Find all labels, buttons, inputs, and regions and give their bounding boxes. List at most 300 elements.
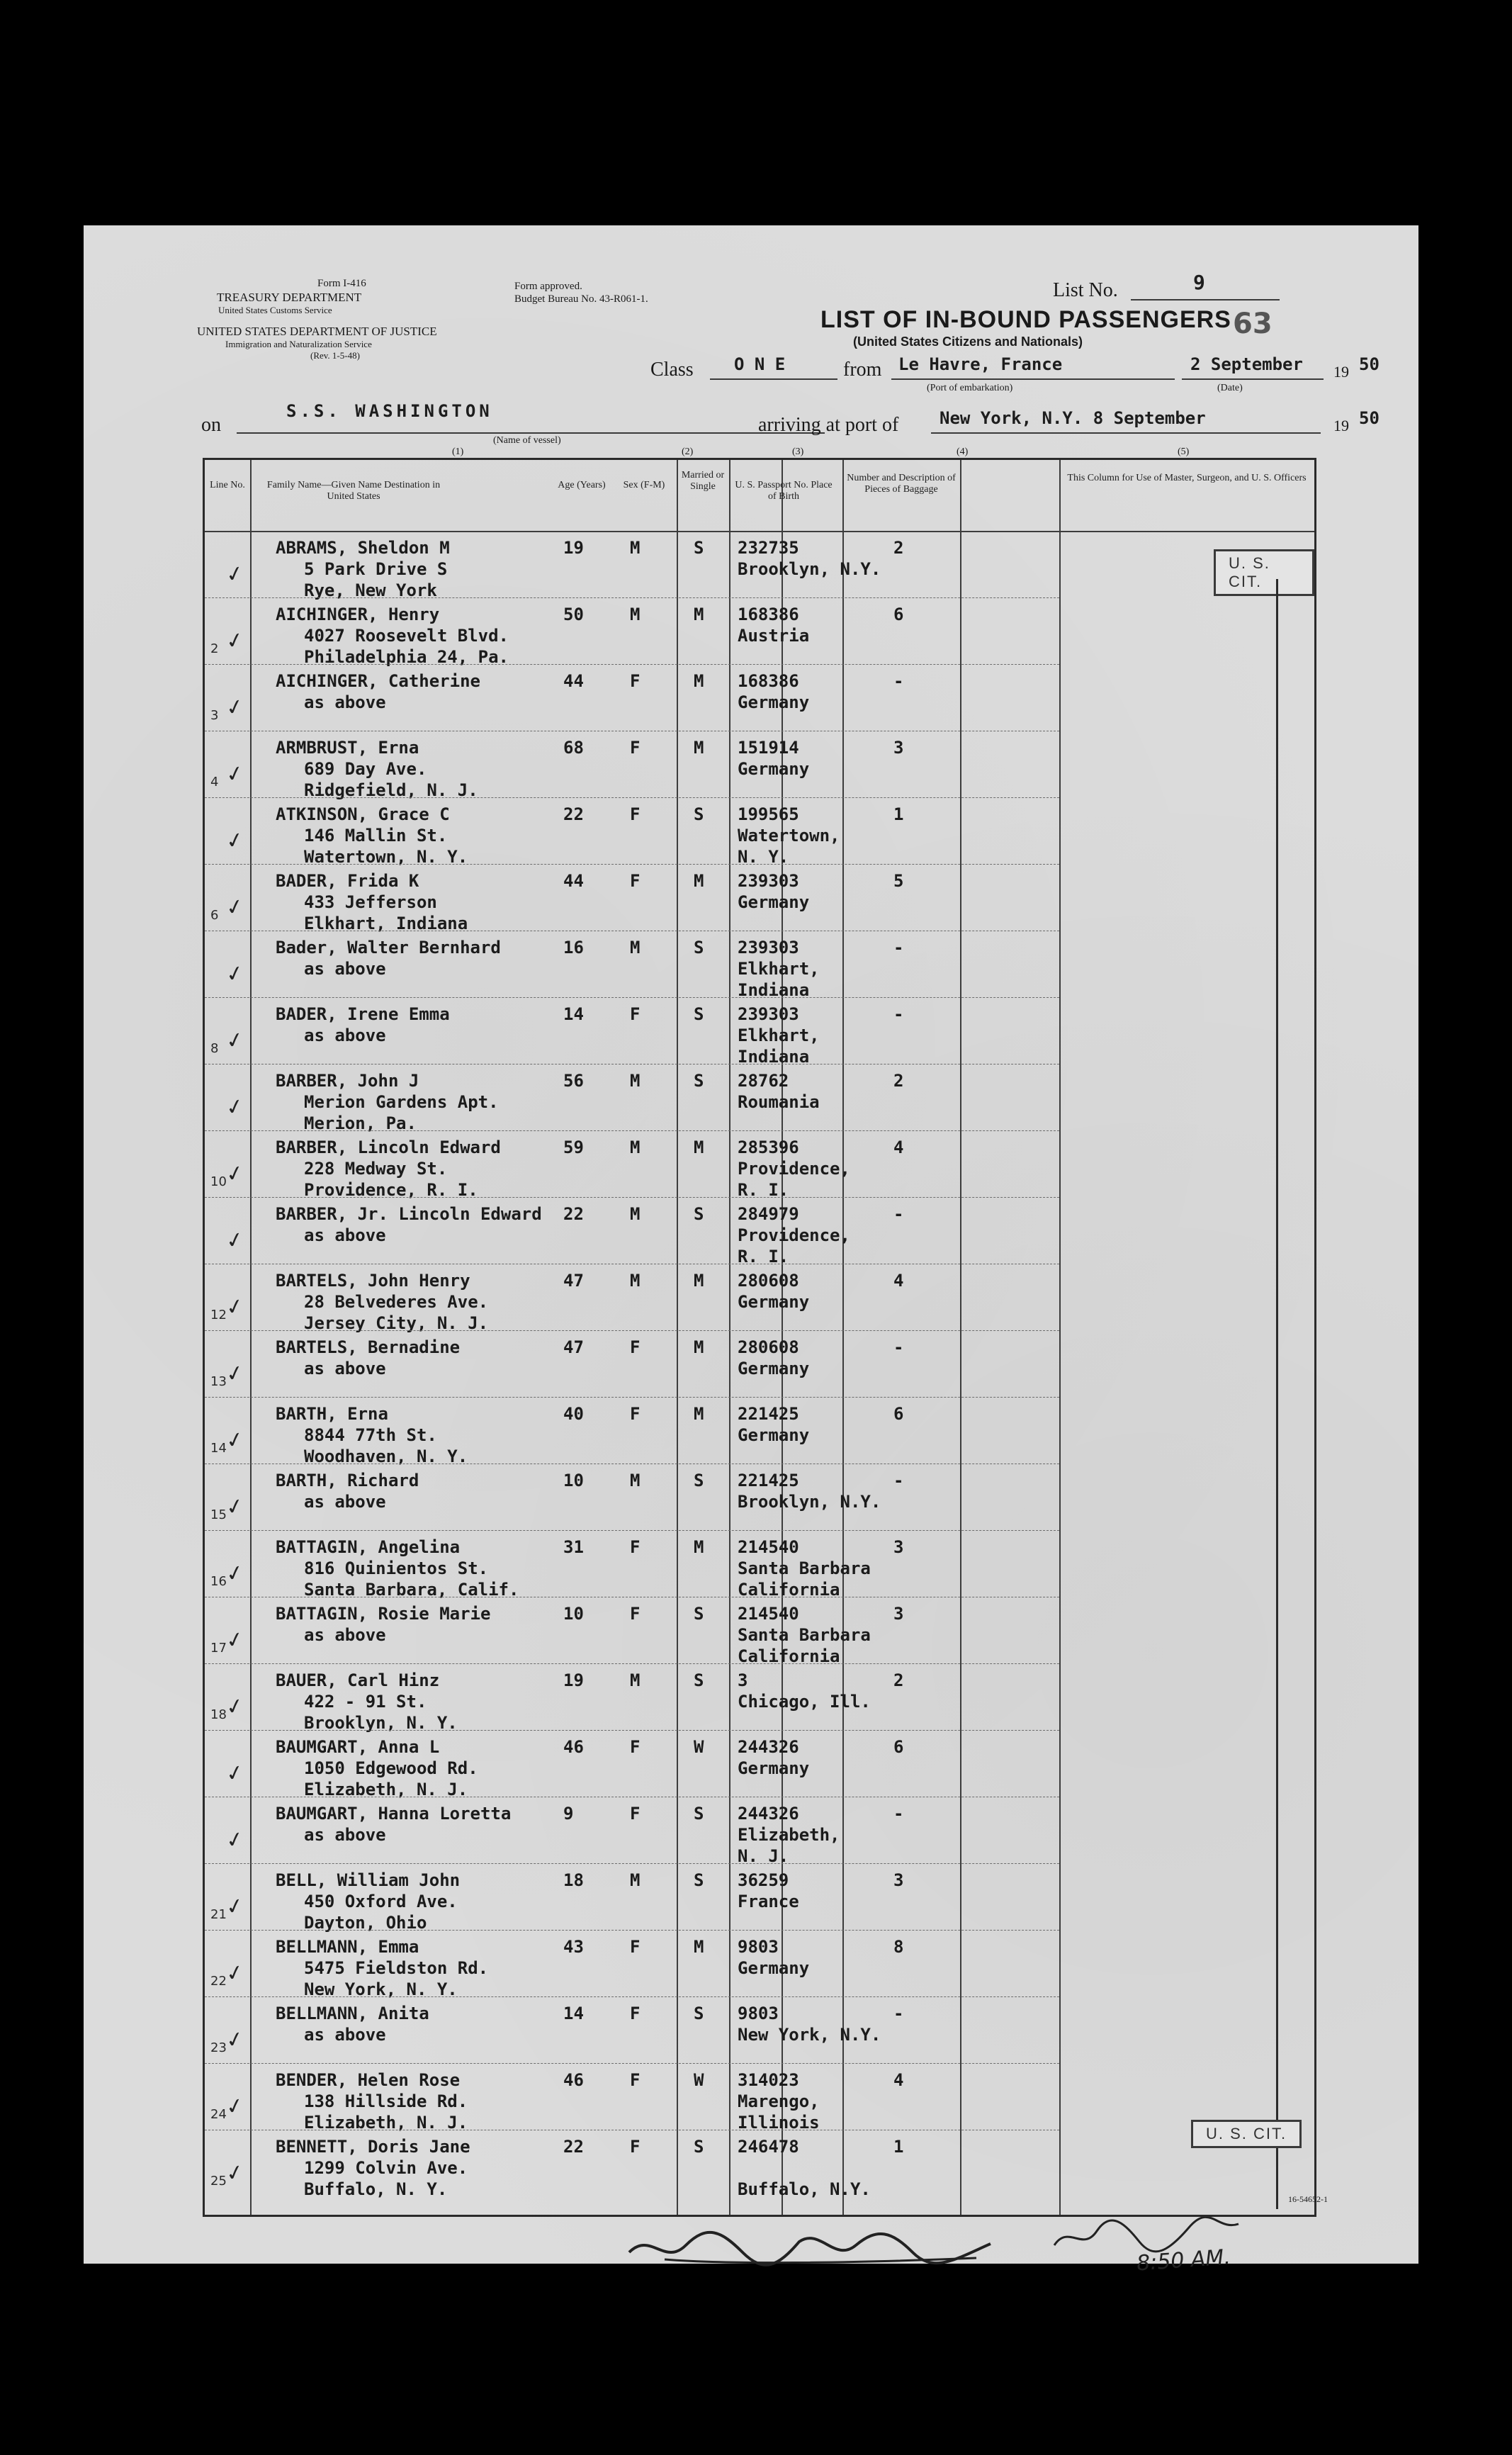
row-age: 19 — [563, 538, 584, 558]
form-number: Form I-416 — [317, 278, 366, 289]
row-name: AICHINGER, Henry — [276, 605, 440, 624]
row-addr1: 689 Day Ave. — [304, 759, 427, 779]
row-pob1: Providence, — [738, 1159, 850, 1179]
col-header-name: Family Name—Given Name Destination in United States — [266, 480, 441, 502]
row-passport: 151914 — [738, 738, 799, 758]
check-mark-icon: ✓ — [223, 1426, 247, 1455]
customs-service: United States Customs Service — [218, 305, 332, 315]
col-caption-2: (2) — [682, 446, 694, 457]
check-mark-icon: ✓ — [223, 1559, 247, 1588]
row-sex: F — [630, 2137, 641, 2157]
row-age: 46 — [563, 1737, 584, 1757]
date-caption: (Date) — [1217, 383, 1243, 393]
row-name: ABRAMS, Sheldon M — [276, 538, 450, 558]
row-name: BARTELS, John Henry — [276, 1271, 470, 1291]
check-mark-icon: ✓ — [223, 1359, 247, 1388]
row-ms: W — [694, 1737, 704, 1757]
row-ms: S — [694, 938, 704, 957]
row-bag: 8 — [893, 1937, 904, 1957]
row-sex: M — [630, 1271, 641, 1291]
row-addr1: as above — [304, 1825, 386, 1845]
row-age: 16 — [563, 938, 584, 957]
check-mark-icon: ✓ — [223, 627, 247, 656]
row-addr1: as above — [304, 1625, 386, 1645]
row-bag: 6 — [893, 1737, 904, 1757]
page-number: 63 — [1233, 308, 1273, 340]
year-prefix: 19 — [1333, 363, 1349, 381]
row-divider — [205, 2063, 1059, 2064]
row-divider — [205, 797, 1059, 798]
row-pob2: Indiana — [738, 1047, 810, 1067]
us-citizen-stamp: U. S. CIT. — [1214, 549, 1314, 596]
row-divider — [205, 864, 1059, 865]
row-sex: M — [630, 1870, 641, 1890]
row-passport: 239303 — [738, 871, 799, 891]
department-of-justice: UNITED STATES DEPARTMENT OF JUSTICE — [197, 325, 437, 338]
row-sex: M — [630, 538, 641, 558]
row-ms: M — [694, 871, 704, 891]
row-pob1: Chicago, Ill. — [738, 1692, 871, 1712]
row-divider — [205, 1930, 1059, 1931]
row-name: ARMBRUST, Erna — [276, 738, 419, 758]
row-name: AICHINGER, Catherine — [276, 671, 480, 691]
row-addr1: as above — [304, 692, 386, 712]
vessel-col-caption: (1) — [452, 446, 464, 457]
citizen-bracket-line — [1276, 579, 1278, 2209]
row-bag: 3 — [893, 1870, 904, 1890]
vessel-caption: (Name of vessel) — [493, 435, 561, 446]
row-sex: M — [630, 1670, 641, 1690]
budget-bureau: Budget Bureau No. 43-R061-1. — [514, 293, 648, 305]
row-divider — [205, 997, 1059, 998]
row-addr1: 146 Mallin St. — [304, 826, 448, 846]
row-pob2: Illinois — [738, 2113, 820, 2133]
row-ms: S — [694, 1604, 704, 1624]
list-subtitle: (United States Citizens and Nationals) — [853, 335, 1083, 349]
row-ms: M — [694, 1137, 704, 1157]
row-divider — [205, 1197, 1059, 1198]
row-addr1: as above — [304, 1492, 386, 1512]
row-ms: S — [694, 2004, 704, 2023]
row-no: 23 — [210, 2040, 227, 2055]
row-sex: F — [630, 1604, 641, 1624]
row-pob1: Elizabeth, — [738, 1825, 840, 1845]
row-addr2: Watertown, N. Y. — [304, 847, 468, 867]
col-caption-5: (5) — [1178, 446, 1190, 457]
row-name: BAUMGART, Anna L — [276, 1737, 440, 1757]
row-pob2: R. I. — [738, 1180, 789, 1200]
row-age: 19 — [563, 1670, 584, 1690]
manifest-page — [84, 225, 1418, 2276]
col-header-age: Age (Years) — [558, 480, 606, 490]
row-addr2: Jersey City, N. J. — [304, 1313, 489, 1333]
row-pob1: Germany — [738, 1359, 810, 1378]
row-addr2: Elkhart, Indiana — [304, 914, 468, 933]
row-sex: F — [630, 2070, 641, 2090]
row-pob2: Buffalo, N.Y. — [738, 2179, 871, 2199]
check-mark-icon: ✓ — [223, 1293, 247, 1322]
col-header-passport: U. S. Passport No. Place of Birth — [735, 480, 833, 502]
col-header-officers: This Column for Use of Master, Surgeon, and U. S. Officers — [1067, 473, 1307, 483]
row-pob1: France — [738, 1892, 799, 1911]
row-name: BATTAGIN, Rosie Marie — [276, 1604, 491, 1624]
row-bag: 4 — [893, 2070, 904, 2090]
row-addr1: as above — [304, 2025, 386, 2045]
row-ms: W — [694, 2070, 704, 2090]
row-name: BARTH, Erna — [276, 1404, 388, 1424]
row-age: 22 — [563, 1204, 584, 1224]
row-name: BAUER, Carl Hinz — [276, 1670, 440, 1690]
row-addr2: Elizabeth, N. J. — [304, 1780, 468, 1799]
row-pob1: Santa Barbara — [738, 1625, 871, 1645]
row-pob1: Germany — [738, 1425, 810, 1445]
row-no: 4 — [210, 775, 219, 790]
check-mark-icon: ✓ — [223, 893, 247, 922]
row-bag: 2 — [893, 538, 904, 558]
row-name: BARBER, John J — [276, 1071, 419, 1091]
row-age: 9 — [563, 1804, 574, 1824]
row-name: BELLMANN, Anita — [276, 2004, 429, 2023]
list-no-label: List No. — [1053, 279, 1118, 301]
check-mark-icon: ✓ — [223, 1826, 247, 1855]
row-name: BARTELS, Bernadine — [276, 1337, 461, 1357]
row-pob2: California — [738, 1646, 840, 1666]
row-age: 10 — [563, 1471, 584, 1490]
row-name: BADER, Frida K — [276, 871, 419, 891]
row-pob1: Santa Barbara — [738, 1558, 871, 1578]
row-age: 47 — [563, 1337, 584, 1357]
row-passport: 244326 — [738, 1737, 799, 1757]
col-header-married: Married or Single — [681, 470, 725, 492]
row-passport: 232735 — [738, 538, 799, 558]
row-bag: 3 — [893, 1604, 904, 1624]
row-addr1: 5475 Fieldston Rd. — [304, 1958, 489, 1978]
row-bag: 1 — [893, 804, 904, 824]
row-addr2: Dayton, Ohio — [304, 1913, 427, 1933]
row-addr1: 1299 Colvin Ave. — [304, 2158, 468, 2178]
row-addr1: 138 Hillside Rd. — [304, 2091, 468, 2111]
row-pob1: Germany — [738, 1758, 810, 1778]
row-pob1: Germany — [738, 692, 810, 712]
arriving-label: arriving at port of — [758, 414, 899, 436]
row-passport: 285396 — [738, 1137, 799, 1157]
row-sex: F — [630, 871, 641, 891]
row-passport: 3 — [738, 1670, 748, 1690]
port-of-embarkation: Le Havre, France — [898, 354, 1063, 374]
row-pob2: Indiana — [738, 980, 810, 1000]
row-sex: M — [630, 1471, 641, 1490]
row-age: 31 — [563, 1537, 584, 1557]
row-addr2: Merion, Pa. — [304, 1113, 417, 1133]
officer-signature — [622, 2224, 1019, 2274]
class-label: Class — [650, 359, 694, 381]
row-passport: 221425 — [738, 1471, 799, 1490]
arrival-year-prefix: 19 — [1333, 417, 1349, 434]
row-pob1: Germany — [738, 759, 810, 779]
row-bag: 6 — [893, 1404, 904, 1424]
list-no-value: 9 — [1193, 271, 1205, 294]
row-name: ATKINSON, Grace C — [276, 804, 450, 824]
form-approved: Form approved. — [514, 281, 582, 292]
row-addr1: 450 Oxford Ave. — [304, 1892, 458, 1911]
row-name: BELLMANN, Emma — [276, 1937, 419, 1957]
row-pob1: Marengo, — [738, 2091, 820, 2111]
row-addr1: 816 Quinientos St. — [304, 1558, 489, 1578]
row-ms: M — [694, 1271, 704, 1291]
row-age: 10 — [563, 1604, 584, 1624]
check-mark-icon: ✓ — [223, 1026, 247, 1055]
row-passport: 246478 — [738, 2137, 799, 2157]
row-addr1: 28 Belvederes Ave. — [304, 1292, 489, 1312]
row-no: 14 — [210, 1441, 227, 1456]
row-bag: 4 — [893, 1137, 904, 1157]
row-passport: 239303 — [738, 938, 799, 957]
row-pob1: Germany — [738, 892, 810, 912]
row-addr2: Santa Barbara, Calif. — [304, 1580, 519, 1600]
row-addr2: Ridgefield, N. J. — [304, 780, 478, 800]
check-mark-icon: ✓ — [223, 1692, 247, 1721]
row-passport: 221425 — [738, 1404, 799, 1424]
row-addr1: as above — [304, 1225, 386, 1245]
row-addr1: as above — [304, 1026, 386, 1045]
row-addr2: Elizabeth, N. J. — [304, 2113, 468, 2133]
row-age: 50 — [563, 605, 584, 624]
row-no: 8 — [210, 1041, 219, 1056]
from-label: from — [843, 359, 882, 381]
row-pob1: Providence, — [738, 1225, 850, 1245]
check-mark-icon: ✓ — [223, 1959, 247, 1988]
row-passport: 9803 — [738, 2004, 779, 2023]
row-ms: S — [694, 1471, 704, 1490]
row-bag: - — [893, 1804, 904, 1824]
row-age: 40 — [563, 1404, 584, 1424]
row-sex: F — [630, 1737, 641, 1757]
embarkation-date: 2 September — [1190, 354, 1303, 374]
row-addr1: as above — [304, 959, 386, 979]
col-header-line-no: Line No. — [210, 480, 245, 490]
row-bag: - — [893, 2004, 904, 2023]
check-mark-icon: ✓ — [223, 560, 247, 589]
row-sex: F — [630, 1937, 641, 1957]
row-no: 17 — [210, 1641, 227, 1656]
row-bag: 2 — [893, 1071, 904, 1091]
row-bag: - — [893, 1471, 904, 1490]
immigration-service: Immigration and Naturalization Service — [225, 339, 372, 349]
row-name: BELL, William John — [276, 1870, 461, 1890]
row-passport: 36259 — [738, 1870, 789, 1890]
row-age: 44 — [563, 871, 584, 891]
row-ms: S — [694, 1870, 704, 1890]
row-no: 13 — [210, 1374, 227, 1389]
on-label: on — [201, 414, 221, 436]
row-passport: 214540 — [738, 1604, 799, 1624]
row-addr1: 422 - 91 St. — [304, 1692, 427, 1712]
row-age: 14 — [563, 2004, 584, 2023]
row-bag: 3 — [893, 738, 904, 758]
row-ms: S — [694, 538, 704, 558]
row-name: Bader, Walter Bernhard — [276, 938, 501, 957]
row-addr1: as above — [304, 1359, 386, 1378]
us-citizen-stamp-bottom: U. S. CIT. — [1191, 2120, 1302, 2148]
row-ms: M — [694, 1937, 704, 1957]
row-ms: M — [694, 1404, 704, 1424]
row-name: BARBER, Lincoln Edward — [276, 1137, 501, 1157]
row-pob2: N. Y. — [738, 847, 789, 867]
row-divider — [205, 664, 1059, 665]
row-sex: F — [630, 1537, 641, 1557]
check-mark-icon: ✓ — [223, 1626, 247, 1655]
row-passport: 9803 — [738, 1937, 779, 1957]
row-age: 14 — [563, 1004, 584, 1024]
row-age: 47 — [563, 1271, 584, 1291]
row-no: 10 — [210, 1174, 227, 1189]
row-ms: S — [694, 2137, 704, 2157]
row-sex: M — [630, 1071, 641, 1091]
revision-date: (Rev. 1-5-48) — [310, 350, 360, 361]
row-bag: - — [893, 671, 904, 691]
treasury-department: TREASURY DEPARTMENT — [217, 291, 362, 304]
row-divider — [205, 1130, 1059, 1131]
list-title: LIST OF IN-BOUND PASSENGERS — [820, 306, 1231, 333]
arrival-time-note: 8:50 AM. — [1135, 2245, 1231, 2276]
row-ms: S — [694, 1670, 704, 1690]
row-name: BARTH, Richard — [276, 1471, 419, 1490]
row-addr1: 5 Park Drive S — [304, 559, 448, 579]
row-no: 12 — [210, 1308, 227, 1322]
check-mark-icon: ✓ — [223, 1226, 247, 1255]
row-name: BENNETT, Doris Jane — [276, 2137, 470, 2157]
row-ms: M — [694, 738, 704, 758]
row-age: 44 — [563, 671, 584, 691]
row-divider — [205, 1996, 1059, 1997]
row-no: 3 — [210, 708, 219, 723]
arrival-port-date: New York, N.Y. 8 September — [940, 408, 1206, 428]
row-addr2: Philadelphia 24, Pa. — [304, 647, 509, 667]
row-passport: 168386 — [738, 605, 799, 624]
row-pob1: Watertown, — [738, 826, 840, 846]
row-addr2: Rye, New York — [304, 580, 437, 600]
vessel-name: S.S. WASHINGTON — [286, 401, 493, 421]
row-addr2: Providence, R. I. — [304, 1180, 478, 1200]
row-sex: M — [630, 605, 641, 624]
row-no: 15 — [210, 1507, 227, 1522]
check-mark-icon: ✓ — [223, 2092, 247, 2121]
col-header-baggage: Number and Description of Pieces of Baggage — [847, 473, 956, 495]
row-sex: F — [630, 671, 641, 691]
row-divider — [205, 1730, 1059, 1731]
row-addr1: 228 Medway St. — [304, 1159, 448, 1179]
col-caption-3: (3) — [792, 446, 804, 457]
row-addr1: 8844 77th St. — [304, 1425, 437, 1445]
row-pob1: Roumania — [738, 1092, 820, 1112]
row-bag: 2 — [893, 1670, 904, 1690]
row-pob1: Brooklyn, N.Y. — [738, 1492, 881, 1512]
row-passport: 214540 — [738, 1537, 799, 1557]
check-mark-icon: ✓ — [223, 2026, 247, 2055]
row-passport: 314023 — [738, 2070, 799, 2090]
row-passport: 280608 — [738, 1337, 799, 1357]
row-sex: F — [630, 1404, 641, 1424]
row-name: BENDER, Helen Rose — [276, 2070, 461, 2090]
row-addr2: Brooklyn, N. Y. — [304, 1713, 458, 1733]
row-passport: 199565 — [738, 804, 799, 824]
row-pob1: Germany — [738, 1292, 810, 1312]
row-pob2: N. J. — [738, 1846, 789, 1866]
row-addr1: 433 Jefferson — [304, 892, 437, 912]
row-divider — [205, 1863, 1059, 1864]
row-sex: M — [630, 1137, 641, 1157]
row-passport: 244326 — [738, 1804, 799, 1824]
row-divider — [205, 597, 1059, 598]
row-pob1: New York, N.Y. — [738, 2025, 881, 2045]
row-addr1: 1050 Edgewood Rd. — [304, 1758, 478, 1778]
row-pob1: Brooklyn, N.Y. — [738, 559, 881, 579]
check-mark-icon: ✓ — [223, 1493, 247, 1522]
row-no: 18 — [210, 1707, 227, 1722]
row-age: 68 — [563, 738, 584, 758]
row-no: 16 — [210, 1574, 227, 1589]
row-bag: - — [893, 1004, 904, 1024]
row-sex: F — [630, 1337, 641, 1357]
row-pob2: R. I. — [738, 1247, 789, 1266]
port-caption: (Port of embarkation) — [927, 383, 1013, 393]
row-pob1: Austria — [738, 626, 810, 646]
row-bag: 1 — [893, 2137, 904, 2157]
row-age: 59 — [563, 1137, 584, 1157]
row-ms: M — [694, 1337, 704, 1357]
row-sex: F — [630, 1804, 641, 1824]
check-mark-icon: ✓ — [223, 1759, 247, 1788]
row-no: 2 — [210, 641, 219, 656]
row-age: 22 — [563, 2137, 584, 2157]
class-value: O N E — [734, 354, 786, 374]
row-age: 18 — [563, 1870, 584, 1890]
row-age: 43 — [563, 1937, 584, 1957]
row-no: 24 — [210, 2107, 227, 2122]
row-passport: 168386 — [738, 671, 799, 691]
row-bag: - — [893, 938, 904, 957]
row-bag: 4 — [893, 1271, 904, 1291]
row-name: BATTAGIN, Angelina — [276, 1537, 461, 1557]
row-name: BAUMGART, Hanna Loretta — [276, 1804, 512, 1824]
row-bag: - — [893, 1337, 904, 1357]
check-mark-icon: ✓ — [223, 1159, 247, 1189]
row-bag: - — [893, 1204, 904, 1224]
row-age: 22 — [563, 804, 584, 824]
row-passport: 284979 — [738, 1204, 799, 1224]
check-mark-icon: ✓ — [223, 693, 247, 722]
check-mark-icon: ✓ — [223, 1093, 247, 1122]
row-ms: S — [694, 804, 704, 824]
row-bag: 3 — [893, 1537, 904, 1557]
row-addr2: Buffalo, N. Y. — [304, 2179, 448, 2199]
col-caption-4: (4) — [957, 446, 969, 457]
row-pob1: Elkhart, — [738, 1026, 820, 1045]
row-ms: M — [694, 605, 704, 624]
row-age: 46 — [563, 2070, 584, 2090]
row-sex: F — [630, 804, 641, 824]
check-mark-icon: ✓ — [223, 826, 247, 855]
check-mark-icon: ✓ — [223, 760, 247, 789]
col-header-sex: Sex (F-M) — [623, 480, 665, 490]
arrival-year: 50 — [1359, 408, 1380, 428]
row-addr2: Woodhaven, N. Y. — [304, 1446, 468, 1466]
row-pob1: Elkhart, — [738, 959, 820, 979]
row-sex: M — [630, 1204, 641, 1224]
check-mark-icon: ✓ — [223, 960, 247, 989]
row-bag: 5 — [893, 871, 904, 891]
check-mark-icon: ✓ — [223, 2159, 247, 2188]
